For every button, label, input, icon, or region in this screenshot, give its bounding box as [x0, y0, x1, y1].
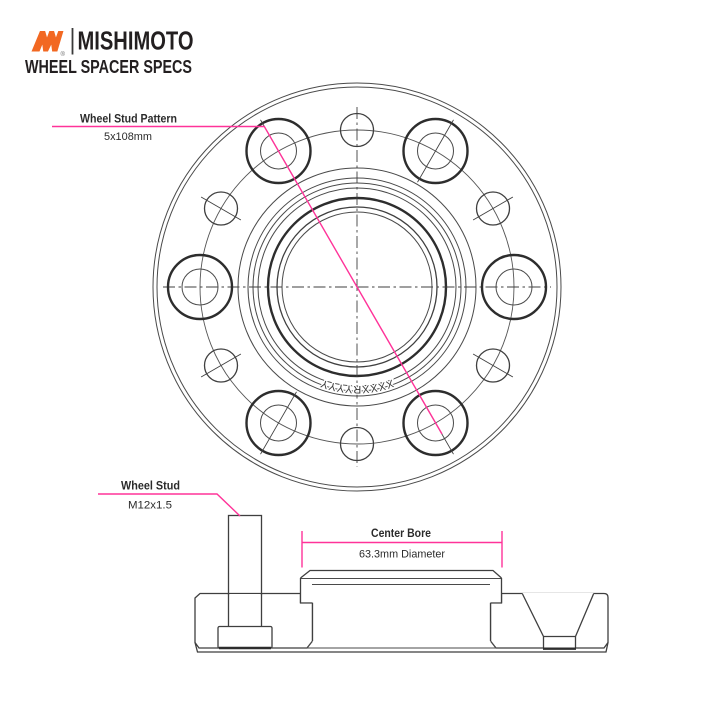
- countersink-section: [523, 593, 594, 649]
- hub-section: [301, 570, 502, 648]
- engraving-text: XXXXRYYYY: [318, 376, 396, 395]
- wheel-stud-section: [218, 516, 272, 649]
- stud-pattern-value: 5x108mm: [104, 131, 152, 143]
- stud-pattern-label: Wheel Stud Pattern: [80, 113, 177, 126]
- wheel-stud-label: Wheel Stud: [121, 480, 180, 493]
- center-bore-dimension: [302, 528, 502, 568]
- logo-divider: [72, 28, 74, 55]
- stud-head: [218, 627, 272, 649]
- mishimoto-logo-icon: [32, 31, 64, 51]
- wheel-stud-callout: [98, 481, 240, 517]
- wheel-stud-value: M12x1.5: [128, 499, 172, 512]
- annotations: [52, 114, 502, 568]
- brand-name: MISHIMOTO: [77, 27, 194, 56]
- center-bore-label: Center Bore: [371, 528, 431, 540]
- registered-mark: ®: [60, 52, 65, 58]
- center-bore-value: 63.3mm Diameter: [359, 548, 446, 561]
- page-title: WHEEL SPACER SPECS: [25, 57, 192, 77]
- brand-header: [25, 28, 194, 78]
